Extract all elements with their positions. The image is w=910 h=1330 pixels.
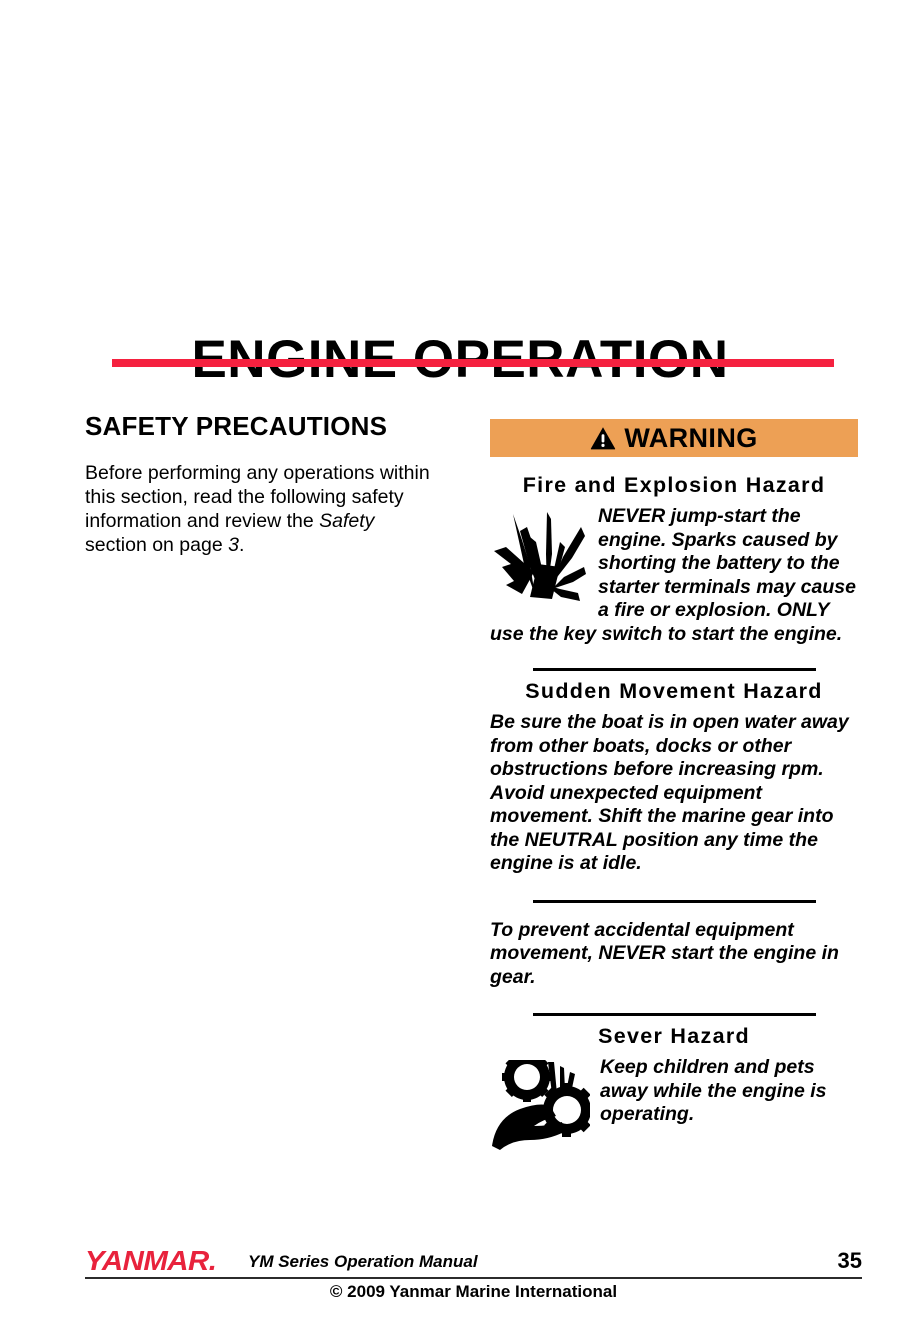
footer-divider-rule: [85, 1277, 862, 1279]
section-divider: [533, 1013, 816, 1016]
hazard-body-sever: Keep children and pets away while the engine is operating.: [600, 1056, 827, 1125]
hazard-title-sudden-movement: Sudden Movement Hazard: [525, 679, 823, 703]
warning-banner: [490, 419, 858, 457]
paragraph-text-segment-1: Before performing any operations within this section, read the following safety information and review the: [85, 461, 430, 532]
spacer: [490, 497, 858, 505]
spacer: [490, 457, 858, 465]
paragraph-text-segment-2: section on page: [85, 533, 229, 556]
safety-precautions-paragraph: [85, 461, 437, 557]
footer-manual-title: YM Series Operation Manual: [248, 1252, 478, 1271]
paragraph-emphasis-safety: Safety: [319, 509, 375, 532]
page-footer: [85, 1245, 862, 1301]
paragraph-emphasis-page-number: 3: [228, 533, 239, 556]
hazard-body-accidental-movement: To prevent accidental equipment movement, NEVER start the engine in gear.: [490, 918, 839, 988]
spacer: [490, 703, 858, 711]
warning-triangle-icon: [590, 426, 616, 450]
spacer: [490, 989, 858, 1013]
spacer: [490, 1048, 858, 1056]
hazard-body-fire-explosion: NEVER jump-start the engine. Sparks caused by shorting the battery to the starter terminals may cause a fire or explosion. ONLY use the key switch to start the engine.: [490, 505, 856, 645]
footer-top-row: [85, 1247, 862, 1277]
spacer: [490, 876, 858, 900]
spacer: [490, 646, 858, 668]
footer-copyright: © 2009 Yanmar Marine International: [329, 1282, 618, 1301]
left-column: [85, 412, 455, 557]
yanmar-logo: YANMAR.: [85, 1245, 217, 1276]
paragraph-text-segment-3: .: [238, 533, 245, 556]
title-underline-rule: [112, 359, 834, 367]
section-heading-safety-precautions: SAFETY PRECAUTIONS: [85, 411, 388, 441]
warning-banner-label: WARNING: [624, 422, 758, 453]
hazard-body-sudden-movement: Be sure the boat is in open water away from other boats, docks or other obstructions before increasing rpm. Avoid unexpected equipment movement. Shift the marine gear into the NEUTRAL position any time the engine is at idle.: [490, 711, 849, 874]
footer-page-number: 35: [837, 1248, 862, 1273]
explosion-icon: [490, 509, 588, 614]
section-divider: [533, 668, 816, 671]
gears-hand-icon: [490, 1060, 590, 1152]
warning-panel: [490, 419, 858, 1152]
spacer: [490, 903, 858, 919]
hazard-title-fire-explosion: Fire and Explosion Hazard: [522, 473, 826, 497]
hazard-title-sever: Sever Hazard: [598, 1024, 750, 1048]
